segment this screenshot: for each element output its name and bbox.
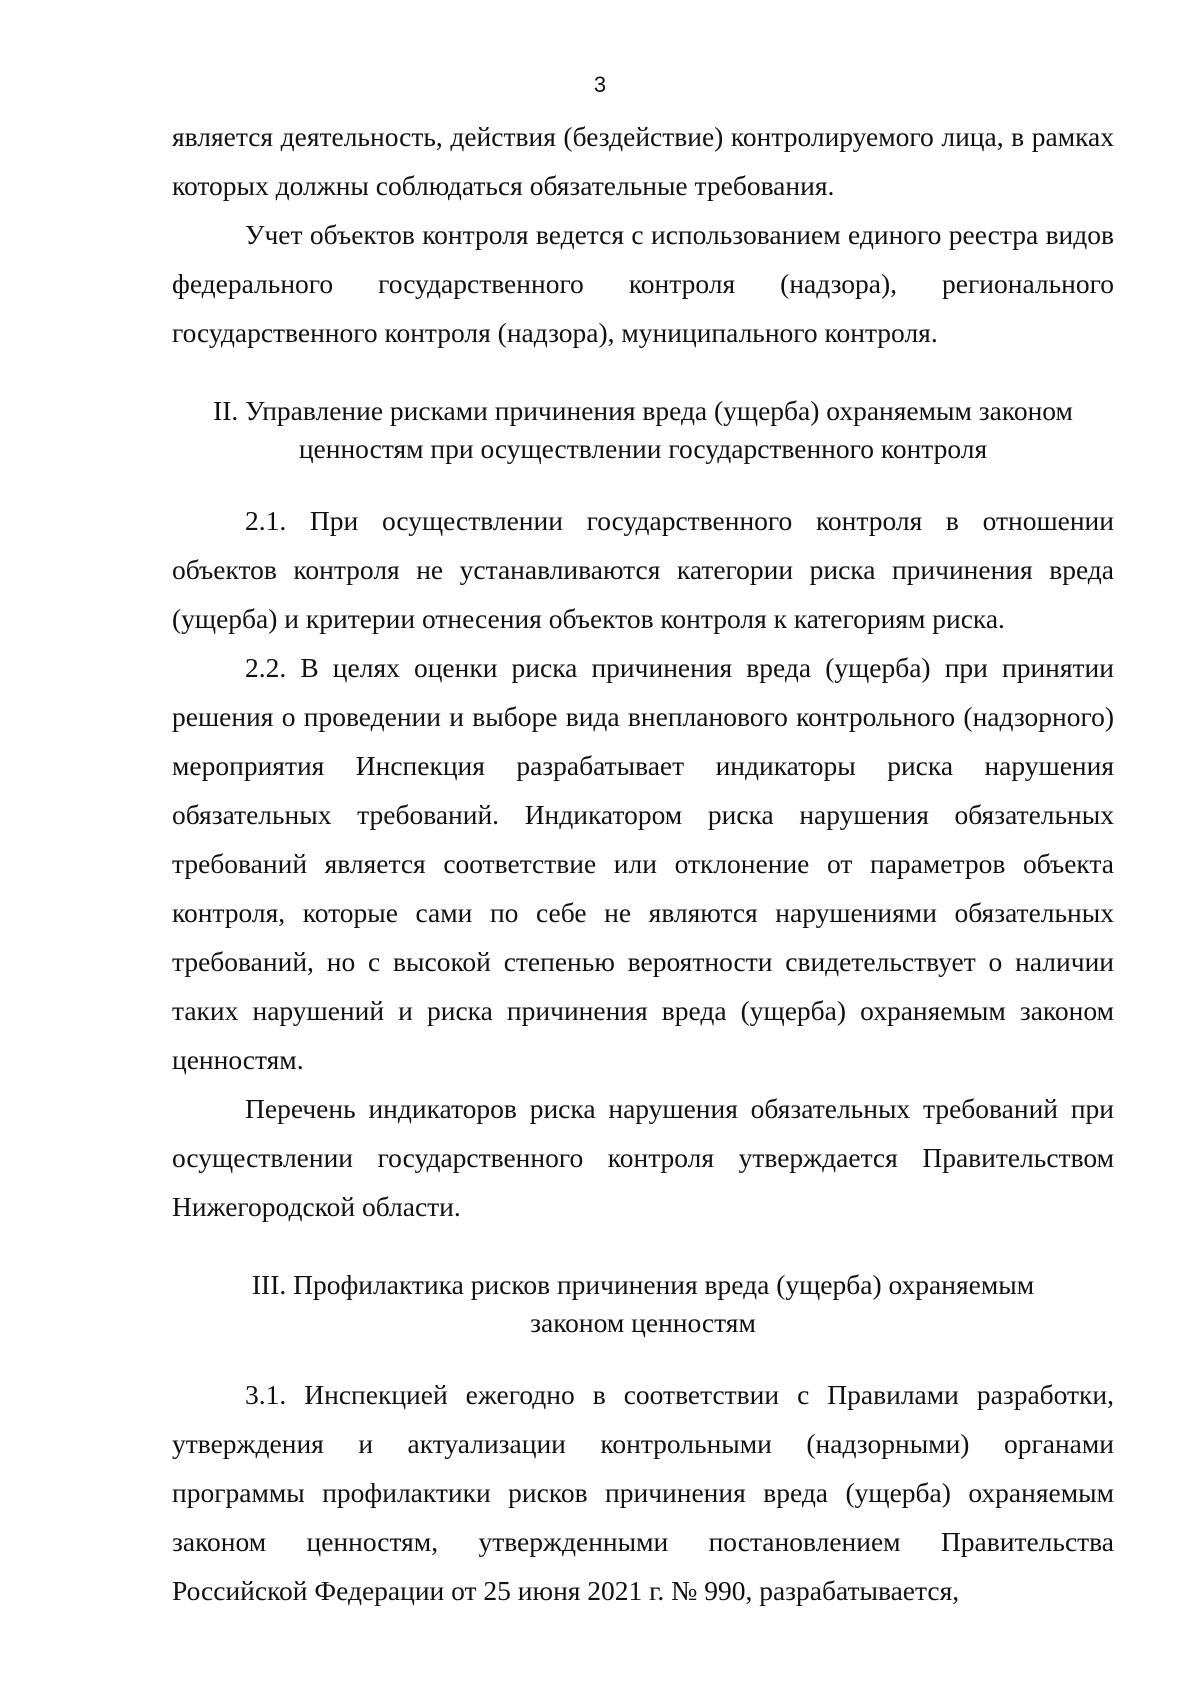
paragraph-3-1: 3.1. Инспекцией ежегодно в соответствии с Правилами разработки, утверждения и актуализации контрольными (надзорными) органами программы профилактики рисков причинения вреда (ущерба) охраняемым законом ценностям, утвержденными постановлением Правительства Российской Федерации от 25 июня 2021 г. № 990, разрабатывается, bbox=[172, 1379, 1114, 1606]
page-number: 3 bbox=[593, 72, 607, 97]
paragraph-2-2: 2.2. В целях оценки риска причинения вреда (ущерба) при принятии решения о проведении и выборе вида внепланового контрольного (надзорного) мероприятия Инспекция разрабатывает индикаторы риска нарушения обязательных требований. Индикатором риска нарушения обязательных требований является соответствие или отклонение от параметров объекта контроля, которые сами по себе не являются нарушениями обязательных требований, но с высокой степенью вероятности свидетельствует о наличии таких нарушений и риска причинения вреда (ущерба) охраняемым законом ценностям. bbox=[172, 652, 1114, 1075]
paragraph-continuation: является деятельность, действия (бездействие) контролируемого лица, в рамках которых должны соблюдаться обязательные требования. bbox=[172, 121, 1114, 201]
document-body bbox=[172, 112, 1114, 1615]
section-heading-3: III. Профилактика рисков причинения вреда (ущерба) охраняемым законом ценностям bbox=[251, 1269, 1035, 1338]
section-heading-2: II. Управление рисками причинения вреда (ущерба) охраняемым законом ценностям при осуществлении государственного контроля bbox=[213, 395, 1073, 464]
paragraph-2-1: 2.1. При осуществлении государственного контроля в отношении объектов контроля не устанавливаются категории риска причинения вреда (ущерба) и критерии отнесения объектов контроля к категориям риска. bbox=[172, 505, 1114, 634]
paragraph-indicators-list: Перечень индикаторов риска нарушения обязательных требований при осуществлении государственного контроля утверждается Правительством Нижегородской области. bbox=[172, 1093, 1114, 1222]
paragraph-registry: Учет объектов контроля ведется с использованием единого реестра видов федерального государственного контроля (надзора), регионального государственного контроля (надзора), муниципального контроля. bbox=[172, 219, 1114, 348]
